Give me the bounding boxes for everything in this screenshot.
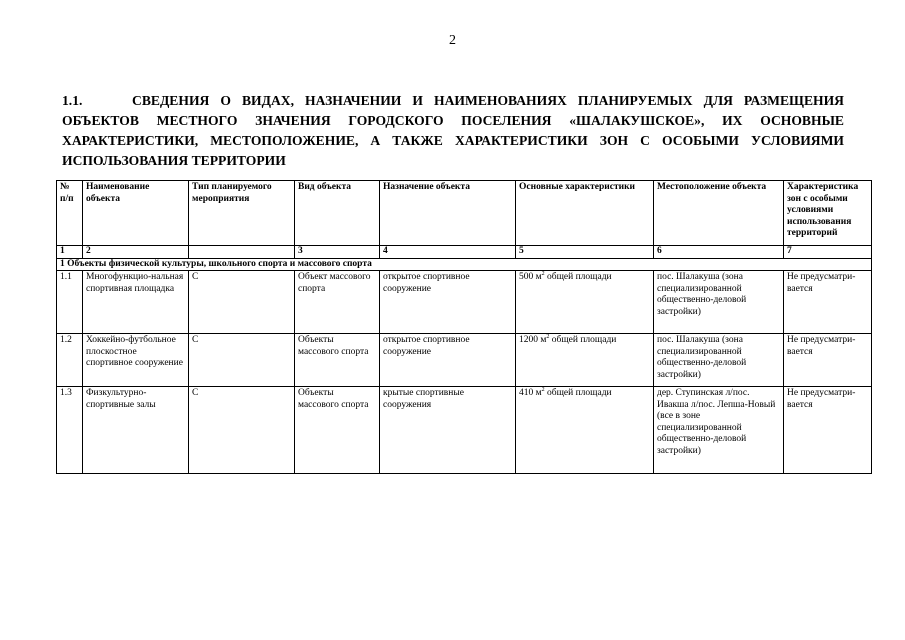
header-cell: Основные характеристики (516, 181, 654, 246)
heading-number: 1.1. (62, 93, 83, 108)
header-cell: Характеристика зон с особыми условиями использования территорий (784, 181, 872, 246)
object-kind: Объект массового спорта (295, 271, 380, 334)
section-row (57, 258, 872, 271)
index-cell (189, 246, 295, 259)
measure-type: С (189, 271, 295, 334)
table-row (57, 387, 872, 474)
object-purpose: крытые спортивные сооружения (380, 387, 516, 474)
object-kind: Объекты массового спорта (295, 387, 380, 474)
object-characteristics (516, 387, 654, 474)
header-cell: Назначение объекта (380, 181, 516, 246)
table-header-row (57, 181, 872, 246)
index-cell: 4 (380, 246, 516, 259)
object-characteristics (516, 271, 654, 334)
object-kind: Объекты массового спорта (295, 334, 380, 387)
planned-objects-table (56, 180, 872, 474)
row-number: 1.1 (57, 271, 83, 334)
index-cell: 3 (295, 246, 380, 259)
index-cell: 2 (83, 246, 189, 259)
object-location: дер. Ступинская л/пос. Ивакша л/пос. Лепша-Новый (все в зоне специализированной общественно-деловой застройки) (654, 387, 784, 474)
area-value: 1200 м (519, 335, 547, 345)
area-suffix: общей площади (544, 388, 612, 398)
area-suffix: общей площади (544, 272, 612, 282)
header-cell: Вид объекта (295, 181, 380, 246)
area-suffix: общей площади (549, 335, 617, 345)
object-purpose: открытое спортивное сооружение (380, 334, 516, 387)
table-row (57, 271, 872, 334)
page-number: 2 (449, 33, 456, 48)
object-name: Физкультурно-спортивные залы (83, 387, 189, 474)
row-number: 1.3 (57, 387, 83, 474)
zone-characteristics: Не предусматри-вается (784, 387, 872, 474)
object-location: пос. Шалакуша (зона специализированной общественно-деловой застройки) (654, 271, 784, 334)
measure-type: С (189, 387, 295, 474)
header-cell: № п/п (57, 181, 83, 246)
object-name: Хоккейно-футбольное плоскостное спортивное сооружение (83, 334, 189, 387)
object-name: Многофункцио-нальная спортивная площадка (83, 271, 189, 334)
header-cell: Тип планируемого мероприятия (189, 181, 295, 246)
table-row (57, 334, 872, 387)
row-number: 1.2 (57, 334, 83, 387)
section-heading (62, 91, 844, 171)
zone-characteristics: Не предусматри-вается (784, 271, 872, 334)
header-cell: Наименование объекта (83, 181, 189, 246)
heading-text: СВЕДЕНИЯ О ВИДАХ, НАЗНАЧЕНИИ И НАИМЕНОВАНИЯХ ПЛАНИРУЕМЫХ ДЛЯ РАЗМЕЩЕНИЯ ОБЪЕКТОВ МЕСТНОГО ЗНАЧЕНИЯ ГОРОДСКОГО ПОСЕЛЕНИЯ «ШАЛАКУШСКОЕ», ИХ ОСНОВНЫЕ ХАРАКТЕРИСТИКИ, МЕСТОПОЛОЖЕНИЕ, А ТАКЖЕ ХАРАКТЕРИСТИКИ ЗОН С ОСОБЫМИ УСЛОВИЯМИ ИСПОЛЬЗОВАНИЯ ТЕРРИТОРИИ (62, 93, 844, 168)
area-value: 500 м (519, 272, 542, 282)
object-characteristics (516, 334, 654, 387)
header-cell: Местоположение объекта (654, 181, 784, 246)
index-cell: 1 (57, 246, 83, 259)
index-cell: 5 (516, 246, 654, 259)
measure-type: С (189, 334, 295, 387)
area-value: 410 м (519, 388, 542, 398)
object-location: пос. Шалакуша (зона специализированной общественно-деловой застройки) (654, 334, 784, 387)
area-unit-superscript: 2 (541, 386, 545, 393)
index-cell: 7 (784, 246, 872, 259)
section-title: 1 Объекты физической культуры, школьного спорта и массового спорта (57, 258, 872, 271)
column-index-row (57, 246, 872, 259)
object-purpose: открытое спортивное сооружение (380, 271, 516, 334)
area-unit-superscript: 2 (546, 333, 550, 340)
zone-characteristics: Не предусматри-вается (784, 334, 872, 387)
area-unit-superscript: 2 (541, 270, 545, 277)
index-cell: 6 (654, 246, 784, 259)
